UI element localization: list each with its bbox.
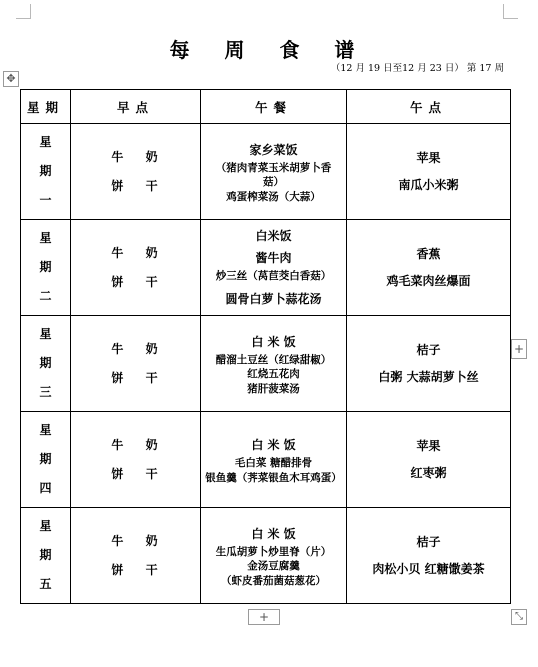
snack-cell [347,508,511,604]
snack-item: 南瓜小米粥 [398,177,459,192]
day-char: 二 [39,289,52,303]
lunch-cell [201,124,347,220]
breakfast-item: 饼 干 [111,370,160,385]
day-char: 期 [39,548,52,562]
breakfast-cell [71,124,201,220]
document-week-range: （12 月 19 日至12 月 23 日） 第 17 周 [330,63,504,74]
lunch-cell [201,508,347,604]
snack-item: 桔子 [416,534,441,549]
lunch-cell [201,220,347,316]
table-row [21,508,511,604]
day-char: 四 [39,481,52,495]
snack-cell [347,316,511,412]
header-lunch: 午餐 [201,90,347,124]
day-cell [21,412,71,508]
snack-item: 白粥 大蒜胡萝卜丝 [378,369,479,384]
snack-cell [347,124,511,220]
document-title: 每 周 食 谱 [169,38,369,62]
lunch-item: 生瓜胡萝卜炒里脊（片） [215,545,332,558]
breakfast-item: 饼 干 [111,274,160,289]
lunch-item: 酱牛肉 [255,251,292,266]
breakfast-cell [71,316,201,412]
breakfast-item: 饼 干 [111,562,160,577]
breakfast-item: 牛 奶 [111,341,160,356]
lunch-item: （虾皮番茄菌菇葱花） [221,574,326,587]
lunch-item: 家乡菜饭 [249,142,298,157]
lunch-item: 白 米 饭 [251,526,296,541]
lunch-item: 白 米 饭 [251,438,296,452]
day-cell [21,316,71,412]
day-char: 三 [39,385,52,399]
day-char: 星 [39,423,52,437]
table-row [21,220,511,316]
breakfast-cell [71,508,201,604]
header-snack: 午点 [347,90,511,124]
lunch-item: 金汤豆腐羹 [247,560,300,573]
lunch-item: （猪肉青菜玉米胡萝卜香 [215,161,332,174]
breakfast-item: 牛 奶 [111,245,160,260]
day-char: 期 [39,452,52,466]
lunch-item: 炒三丝（莴苣茭白香菇） [215,270,332,283]
snack-item: 苹果 [416,150,441,165]
day-char: 星 [39,327,52,341]
day-cell [21,220,71,316]
lunch-item: 菇） [263,176,284,189]
page-corner-mark-top-right [503,4,518,19]
header-breakfast: 早点 [71,90,201,124]
table-header-row [21,90,511,124]
breakfast-item: 牛 奶 [111,437,160,452]
day-cell [21,124,71,220]
lunch-item: 圆骨白萝卜蒜花汤 [225,291,322,306]
lunch-cell [201,412,347,508]
breakfast-item: 饼 干 [111,178,160,193]
table-resize-handle-icon[interactable]: ⤡ [511,609,527,625]
lunch-item: 白米饭 [255,229,292,244]
lunch-item: 红烧五花肉 [247,368,300,381]
snack-item: 鸡毛菜肉丝爆面 [386,273,471,288]
header-day: 星期 [21,90,71,124]
day-char: 期 [39,260,52,274]
snack-item: 桔子 [416,342,441,357]
day-char: 期 [39,356,52,370]
lunch-item: 白 米 饭 [251,334,296,349]
breakfast-cell [71,220,201,316]
lunch-item: 猪肝菠菜汤 [247,382,300,395]
breakfast-cell [71,412,201,508]
day-char: 五 [39,577,52,591]
day-char: 星 [39,135,52,149]
table-row [21,412,511,508]
lunch-item: 毛白菜 糖醋排骨 [234,457,313,469]
lunch-item: 醋溜土豆丝（红绿甜椒） [215,353,332,366]
lunch-item: 银鱼羹（荠菜银鱼木耳鸡蛋） [205,471,342,484]
snack-item: 肉松小贝 红糖馓姜茶 [372,561,485,576]
weekly-menu-table [20,89,511,604]
add-row-button[interactable]: + [248,609,280,625]
snack-cell [347,412,511,508]
page-corner-mark-top-left [16,4,31,19]
breakfast-item: 饼 干 [111,466,160,481]
snack-item: 苹果 [416,438,441,453]
breakfast-item: 牛 奶 [111,149,160,164]
lunch-cell [201,316,347,412]
table-row [21,316,511,412]
table-row [21,124,511,220]
day-char: 星 [39,231,52,245]
add-column-button[interactable]: + [511,339,527,359]
snack-cell [347,220,511,316]
day-char: 期 [39,164,52,178]
snack-item: 红枣粥 [410,465,447,480]
table-move-handle-icon[interactable]: ✥ [3,71,19,87]
lunch-item: 鸡蛋榨菜汤（大蒜） [226,190,321,203]
day-char: 星 [39,519,52,533]
day-char: 一 [39,193,52,207]
snack-item: 香蕉 [416,246,441,261]
breakfast-item: 牛 奶 [111,533,160,548]
day-cell [21,508,71,604]
